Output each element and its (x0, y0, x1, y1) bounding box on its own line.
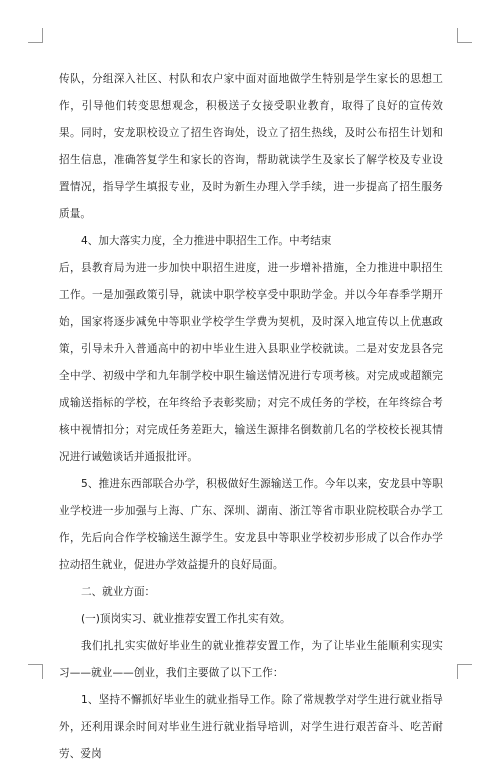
crop-mark-top-right (457, 28, 472, 43)
paragraph-enrollment-measures: 后，县教育局为进一步加快中职招生进度，进一步增补措施，全力推进中职招生工作。一是加强政策引导，就读中职学校享受中职助学金。并以今年春季学期开始，国家将逐步减免中等职业学校学生学费为契机，及时深入地宣传以上优惠政策，引导未升入普通高中的初中毕业生进入县职业学校就读。二是对安龙县各完全中学、初级中学和九年制学校中职生输送情况进行专项考核。对完成或超额完成输送指标的学校，在年终给予表彰奖励；对完不成任务的学校，在年终综合考核中视情扣分；对完成任务差距大，输送生源排名倒数前几名的学校校长视其情况进行诫勉谈话并通报批评。 (59, 262, 443, 463)
paragraph-employment-guidance: 1、坚持不懈抓好毕业生的就业指导工作。除了常规教学对学生进行就业指导外，还利用课余时间对毕业生进行就业指导培训，对学生进行艰苦奋斗、吃苦耐劳、爱岗 (59, 694, 443, 760)
crop-mark-bottom-right (457, 664, 472, 679)
crop-mark-top-left (28, 28, 43, 43)
paragraph-east-west-cooperation: 5、推进东西部联合办学，积极做好生源输送工作。今年以来，安龙县中等职业学校进一步加强与上海、广东、深圳、湖南、浙江等省市职业院校联合办学工作，先后向合作学校输送生源学生。安龙县中等职业学校初步形成了以合作办学拉动招生就业，促进办学效益提升的良好局面。 (59, 478, 443, 571)
paragraph-publicity-continued: 传队，分组深入社区、村队和农户家中面对面地做学生特别是学生家长的思想工作，引导他们转变思想观念，积极送子女接受职业教育，取得了良好的宣传效果。同时，安龙职校设立了招生咨询处，设立了招生热线，及时公布招生计划和招生信息，准确答复学生和家长的咨询，帮助就读学生及家长了解学校及专业设置情况，指导学生填报专业，及时为新生办理入学手续，进一步提高了招生服务质量。 (59, 73, 443, 220)
subheading-internship-placement: (一)顶岗实习、就业推荐安置工作扎实有效。 (81, 613, 291, 625)
heading-enrollment-efforts: 4、加大落实力度，全力推进中职招生工作。中考结束 (81, 235, 332, 247)
heading-employment: 二、就业方面： (81, 586, 156, 598)
crop-mark-bottom-left (28, 664, 43, 679)
paragraph-employment-intro: 我们扎扎实实做好毕业生的就业推荐安置工作，为了让毕业生能顺利实现实习——就业——创业，我们主要做了以下工作： (59, 640, 443, 679)
document-body (59, 66, 443, 768)
